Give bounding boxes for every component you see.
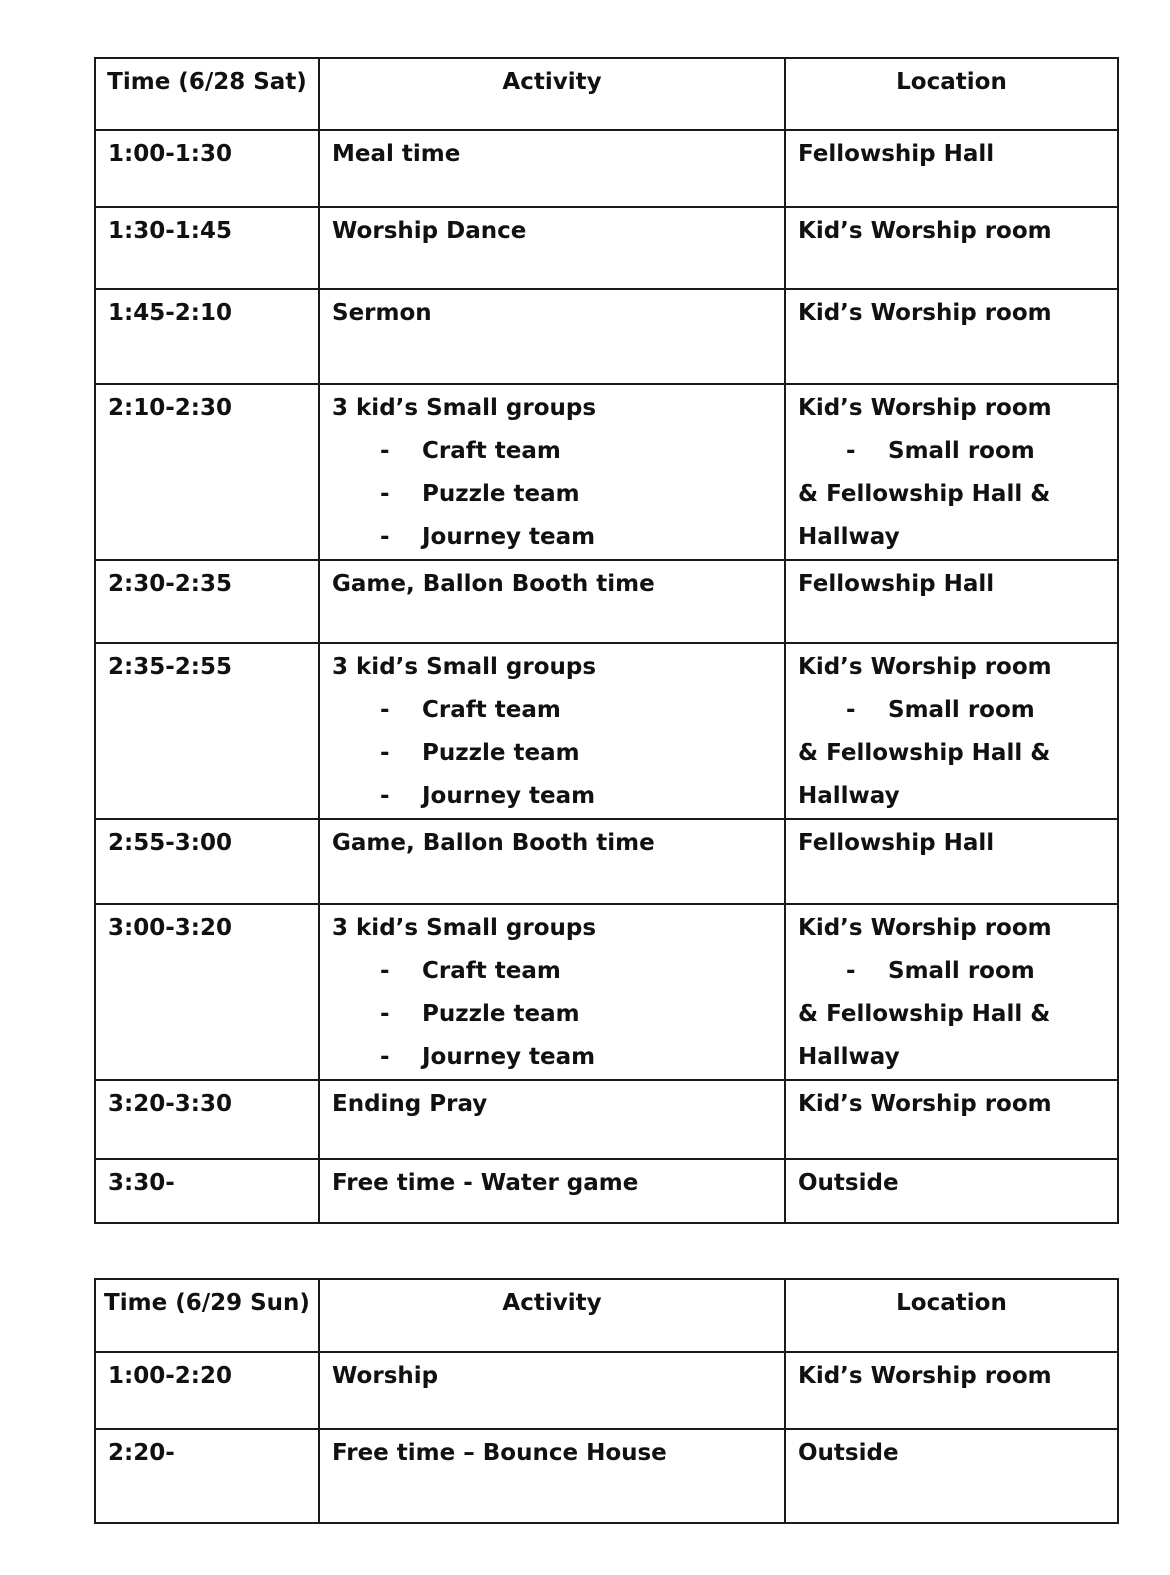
- time-cell: 2:20-: [95, 1429, 319, 1523]
- table-row: [95, 1352, 1118, 1429]
- location-cell: Fellowship Hall: [785, 130, 1118, 207]
- dash-mark: -: [380, 697, 390, 723]
- activity-cell: Ending Pray: [319, 1080, 785, 1159]
- table-row: [95, 560, 1118, 643]
- location-line: Hallway: [798, 1044, 900, 1070]
- time-cell: 3:00-3:20: [95, 904, 319, 1080]
- activity-cell: Meal time: [319, 130, 785, 207]
- table-row: [95, 130, 1118, 207]
- table-row: [95, 1080, 1118, 1159]
- dash-mark: -: [380, 1044, 390, 1070]
- location-line: Hallway: [798, 524, 900, 550]
- activity-cell: Free time – Bounce House: [319, 1429, 785, 1523]
- team-item: [332, 1036, 772, 1079]
- location-line: & Fellowship Hall &: [798, 1001, 1051, 1027]
- location-line: Hallway: [798, 783, 900, 809]
- team-item: [332, 993, 772, 1036]
- location-cell: Fellowship Hall: [785, 819, 1118, 904]
- table-row: [95, 643, 1118, 819]
- activity-header: Activity: [319, 1279, 785, 1352]
- location-header: Location: [785, 1279, 1118, 1352]
- activity-cell: [319, 904, 785, 1080]
- location-cell: Kid’s Worship room: [785, 1352, 1118, 1429]
- location-cell: [785, 384, 1118, 560]
- location-line: & Fellowship Hall &: [798, 740, 1051, 766]
- time-cell: 3:20-3:30: [95, 1080, 319, 1159]
- team-label: Journey team: [422, 524, 596, 550]
- time-cell: 2:30-2:35: [95, 560, 319, 643]
- location-header: Location: [785, 58, 1118, 130]
- activity-header: Activity: [319, 58, 785, 130]
- time-header: Time (6/29 Sun): [95, 1279, 319, 1352]
- location-cell: Kid’s Worship room: [785, 207, 1118, 289]
- team-label: Puzzle team: [422, 481, 580, 507]
- activity-cell: Sermon: [319, 289, 785, 384]
- team-item: [332, 732, 772, 775]
- schedule-table-sunday: [94, 1278, 1119, 1524]
- table-row: [95, 384, 1118, 560]
- time-cell: 2:55-3:00: [95, 819, 319, 904]
- team-item: [332, 950, 772, 993]
- team-item: [332, 473, 772, 516]
- dash-mark: -: [846, 438, 856, 464]
- location-line: & Fellowship Hall &: [798, 481, 1051, 507]
- location-title: Kid’s Worship room: [798, 915, 1052, 941]
- activity-cell: Game, Ballon Booth time: [319, 560, 785, 643]
- team-label: Puzzle team: [422, 1001, 580, 1027]
- table-row: [95, 207, 1118, 289]
- location-sub-label: Small room: [888, 438, 1035, 464]
- team-label: Journey team: [422, 783, 596, 809]
- dash-mark: -: [380, 481, 390, 507]
- team-item: [332, 775, 772, 818]
- table-row: [95, 904, 1118, 1080]
- team-label: Puzzle team: [422, 740, 580, 766]
- time-cell: 2:35-2:55: [95, 643, 319, 819]
- time-cell: 3:30-: [95, 1159, 319, 1223]
- time-cell: 1:00-1:30: [95, 130, 319, 207]
- location-cell: Kid’s Worship room: [785, 289, 1118, 384]
- dash-mark: -: [380, 524, 390, 550]
- location-cell: [785, 904, 1118, 1080]
- time-header: Time (6/28 Sat): [95, 58, 319, 130]
- activity-title: 3 kid’s Small groups: [332, 395, 597, 421]
- time-cell: 1:30-1:45: [95, 207, 319, 289]
- time-cell: 2:10-2:30: [95, 384, 319, 560]
- location-cell: Kid’s Worship room: [785, 1080, 1118, 1159]
- dash-mark: -: [380, 958, 390, 984]
- table-row: [95, 1159, 1118, 1223]
- location-title: Kid’s Worship room: [798, 654, 1052, 680]
- time-cell: 1:45-2:10: [95, 289, 319, 384]
- location-cell: Outside: [785, 1429, 1118, 1523]
- activity-title: 3 kid’s Small groups: [332, 654, 597, 680]
- team-item: [332, 430, 772, 473]
- location-title: Kid’s Worship room: [798, 395, 1052, 421]
- location-cell: Outside: [785, 1159, 1118, 1223]
- schedule-table-saturday: [94, 57, 1119, 1224]
- activity-cell: Worship Dance: [319, 207, 785, 289]
- team-label: Craft team: [422, 958, 561, 984]
- activity-cell: [319, 384, 785, 560]
- team-label: Craft team: [422, 438, 561, 464]
- location-cell: Fellowship Hall: [785, 560, 1118, 643]
- table-row: [95, 819, 1118, 904]
- activity-title: 3 kid’s Small groups: [332, 915, 597, 941]
- location-sub-label: Small room: [888, 958, 1035, 984]
- location-sub-item: [798, 689, 1105, 732]
- location-sub-label: Small room: [888, 697, 1035, 723]
- activity-cell: Worship: [319, 1352, 785, 1429]
- location-cell: [785, 643, 1118, 819]
- team-item: [332, 689, 772, 732]
- dash-mark: -: [380, 1001, 390, 1027]
- header-row: [95, 1279, 1118, 1352]
- team-label: Craft team: [422, 697, 561, 723]
- dash-mark: -: [380, 783, 390, 809]
- team-item: [332, 516, 772, 559]
- location-sub-item: [798, 430, 1105, 473]
- time-cell: 1:00-2:20: [95, 1352, 319, 1429]
- table-row: [95, 289, 1118, 384]
- activity-cell: [319, 643, 785, 819]
- dash-mark: -: [380, 438, 390, 464]
- dash-mark: -: [380, 740, 390, 766]
- table-row: [95, 1429, 1118, 1523]
- team-label: Journey team: [422, 1044, 596, 1070]
- activity-cell: Game, Ballon Booth time: [319, 819, 785, 904]
- dash-mark: -: [846, 697, 856, 723]
- location-sub-item: [798, 950, 1105, 993]
- activity-cell: Free time - Water game: [319, 1159, 785, 1223]
- dash-mark: -: [846, 958, 856, 984]
- header-row: [95, 58, 1118, 130]
